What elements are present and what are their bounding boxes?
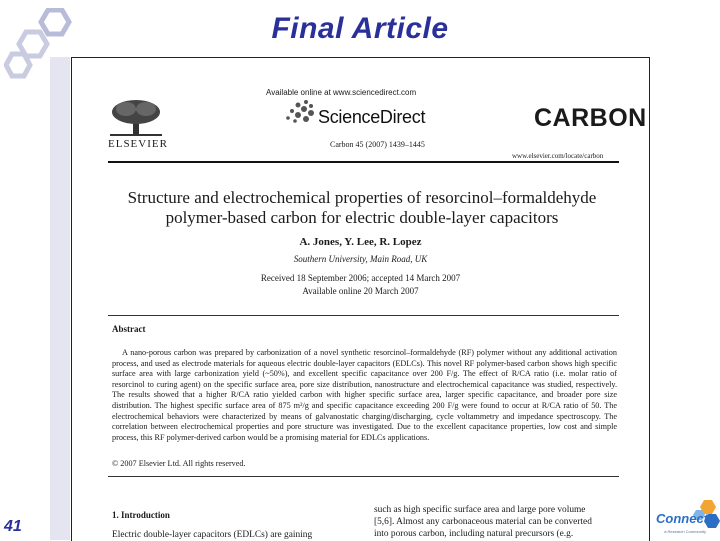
journal-name: CARBON: [534, 104, 647, 132]
copyright-text: © 2007 Elsevier Ltd. All rights reserved.: [112, 459, 246, 468]
abstract-heading: Abstract: [112, 324, 146, 334]
connect-logo-text: Connect: [656, 511, 708, 526]
available-online-text: Available online at www.sciencedirect.com: [266, 88, 417, 97]
sciencedirect-logo-text: ScienceDirect: [318, 107, 426, 127]
paper-affiliation: Southern University, Main Road, UK: [293, 254, 428, 264]
right-column-line: [5,6]. Almost any carbonaceous material can be converted: [374, 516, 592, 527]
journal-url: www.elsevier.com/locate/carbon: [512, 152, 604, 160]
slide-side-bar: [50, 57, 70, 540]
sciencedirect-dots-icon: [284, 98, 316, 124]
article-page-image: [71, 57, 650, 541]
right-column-line: such as high specific surface area and large pore volume: [374, 505, 586, 515]
journal-citation: Carbon 45 (2007) 1439–1445: [330, 140, 425, 149]
right-column-line: into porous carbon, including natural precursors (e.g.: [374, 528, 574, 539]
slide-title: Final Article: [271, 12, 449, 45]
publisher-name: ELSEVIER: [108, 138, 168, 150]
slide-page-number: 41: [4, 518, 22, 535]
elsevier-tree-icon: [108, 98, 164, 138]
introduction-heading: 1. Introduction: [112, 510, 170, 520]
paper-authors: A. Jones, Y. Lee, R. Lopez: [299, 236, 422, 248]
paper-dates: [72, 272, 649, 298]
abstract-divider-top: [108, 315, 619, 316]
abstract-text: A nano-porous carbon was prepared by carbonization of a novel synthetic resorcinol–formaldehyde (RF) polymer without any additional activation process, and used as electrode materials for aqueous electric double-layer capacitors (EDLCs). This novel RF polymer-based carbon shows high specific surface area with large carbonization yield (~50%), and excellent specific capacitance over 200 F/g. The effect of R/CA ratio (i.e. molar ratio of resorcinol to curing agent) on the specific surface area, pore size distribution, nanostructure and electrochemical capacitance was studied, respectively. The results showed that a higher R/CA ratio yielded carbon with higher specific surface area, larger specific capacitance, and broader pore size distribution. The highest specific surface area of 875 m²/g and specific capacitance exceeding 200 F/g were found to occur at R/CA ratio of 50. The electrochemical behaviors were characterized by means of galvanostatic charging/discharging, cycle voltammetry and impedance spectroscopy. The correlation between electrochemical properties and pore structure was investigated. Due to the excellent capacitance properties, low cost and simple process, this RF polymer-derived carbon would be a promising material for EDLCs applications.: [112, 348, 617, 442]
paper-title: [92, 188, 632, 228]
header-divider: [108, 161, 619, 163]
abstract-divider-bottom: [108, 476, 619, 477]
received-date: Received 18 September 2006; accepted 14 March 2007: [260, 273, 461, 283]
paper-title-line1: Structure and electrochemical properties of resorcinol–formaldehyde: [127, 188, 597, 207]
introduction-text: Electric double-layer capacitors (EDLCs) are gaining: [112, 530, 313, 540]
paper-title-line2: polymer-based carbon for electric double-layer capacitors: [165, 208, 559, 227]
right-column-text: [374, 505, 622, 540]
connect-logo-subtext: a Research Community: [664, 529, 706, 534]
available-date: Available online 20 March 2007: [302, 286, 419, 296]
